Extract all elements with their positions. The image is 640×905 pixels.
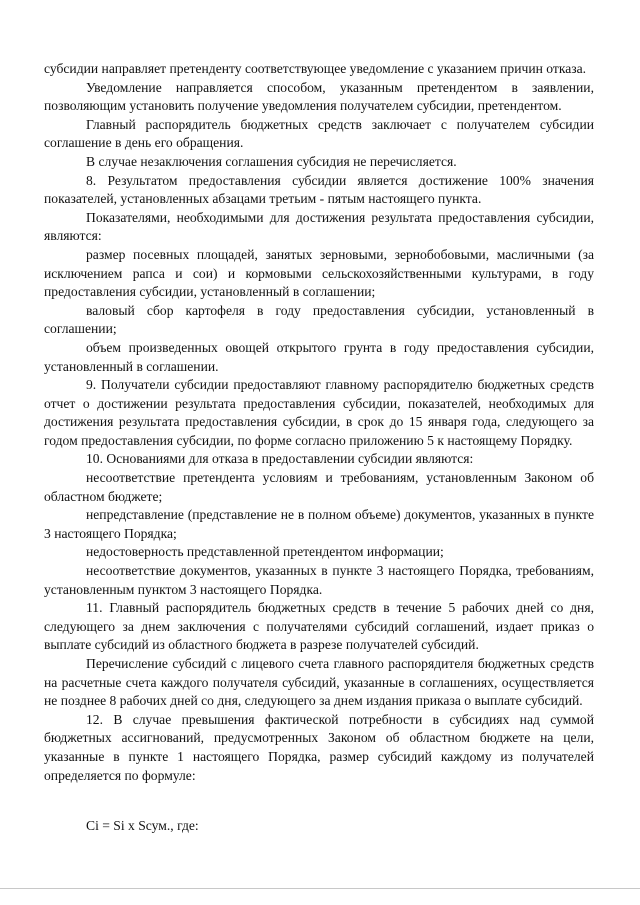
paragraph-refusal-reason-2: непредставление (представление не в полном объеме) документов, указанных в пункте 3 настоящего Порядка; [44,507,594,541]
paragraph-item-8: 8. Результатом предоставления субсидии является достижение 100% значения показателей, установленных абзацами третьим - пятым настоящего пункта. [44,172,594,207]
formula-line: Ci = Si x Sсум., где: [86,818,199,834]
paragraph-indicator-potato: валовый сбор картофеля в году предоставления субсидии, установленный в соглашении; [44,302,594,337]
paragraph-indicator-sown-area: размер посевных площадей, занятых зерновыми, зернобобовыми, масличными (за исключением рапса и сои) и кормовыми сельскохозяйственными культурами, в году предоставления субсидии, установленный в соглашении; [44,246,594,300]
document-body [44,60,594,836]
paragraph-item-12: 12. В случае превышения фактической потребности в субсидиях над суммой бюджетных ассигнований, предусмотренных Законом об областном бюджете на цели, указанные в пункте 1 настоящего Порядка, размер субсидий каждому из получателей определяется по формуле: [44,711,594,783]
paragraph-indicator-vegetables: объем произведенных овощей открытого грунта в году предоставления субсидии, установленный в соглашении. [44,339,594,374]
paragraph-refusal-notice: субсидии направляет претенденту соответствующее уведомление с указанием причин отказа. [44,61,587,76]
paragraph-item-9: 9. Получатели субсидии предоставляют главному распорядителю бюджетных средств отчет о достижении результата предоставления субсидии, показателей, необходимых для достижения результата предоставления субсидии, в срок до 15 января года, следующего за годом предоставления субсидии, по форме согласно приложению 5 к настоящему Порядку. [44,377,594,448]
paragraph-refusal-reason-1: несоответствие претендента условиям и требованиям, установленным Законом об областном бюджете; [44,470,594,504]
paragraph-refusal-reason-4: несоответствие документов, указанных в пункте 3 настоящего Порядка, требованиям, установленным пунктом 3 настоящего Порядка. [44,563,594,597]
paragraph-refusal-reason-3: недостоверность представленной претендентом информации; [86,544,444,560]
paragraph-item-11: 11. Главный распорядитель бюджетных средств в течение 5 рабочих дней со дня, следующего за днем заключения с получателями субсидий соглашений, издает приказ о выплате субсидий из областного бюджета в разрезе получателей субсидий. [44,600,594,653]
paragraph-notice-method: Уведомление направляется способом, указанным претендентом в заявлении, позволяющим установить получение уведомления получателем субсидии, претендентом. [44,79,594,114]
paragraph-agreement-conclusion: Главный распорядитель бюджетных средств заключает с получателем субсидии соглашение в день его обращения. [44,116,594,151]
page-bottom-rule [0,888,640,889]
paragraph-item-10: 10. Основаниями для отказа в предоставлении субсидии являются: [86,451,474,467]
paragraph-indicators-intro: Показателями, необходимыми для достижения результата предоставления субсидии, являются: [44,209,594,244]
paragraph-no-agreement: В случае незаключения соглашения субсидия не перечисляется. [86,153,457,169]
paragraph-transfer: Перечисление субсидий с лицевого счета главного распорядителя бюджетных средств на расчетные счета каждого получателя субсидий, указанные в соглашениях, осуществляется не позднее 8 рабочих дней со дня, следующего за днем издания приказа о выплате субсидий. [44,656,594,709]
